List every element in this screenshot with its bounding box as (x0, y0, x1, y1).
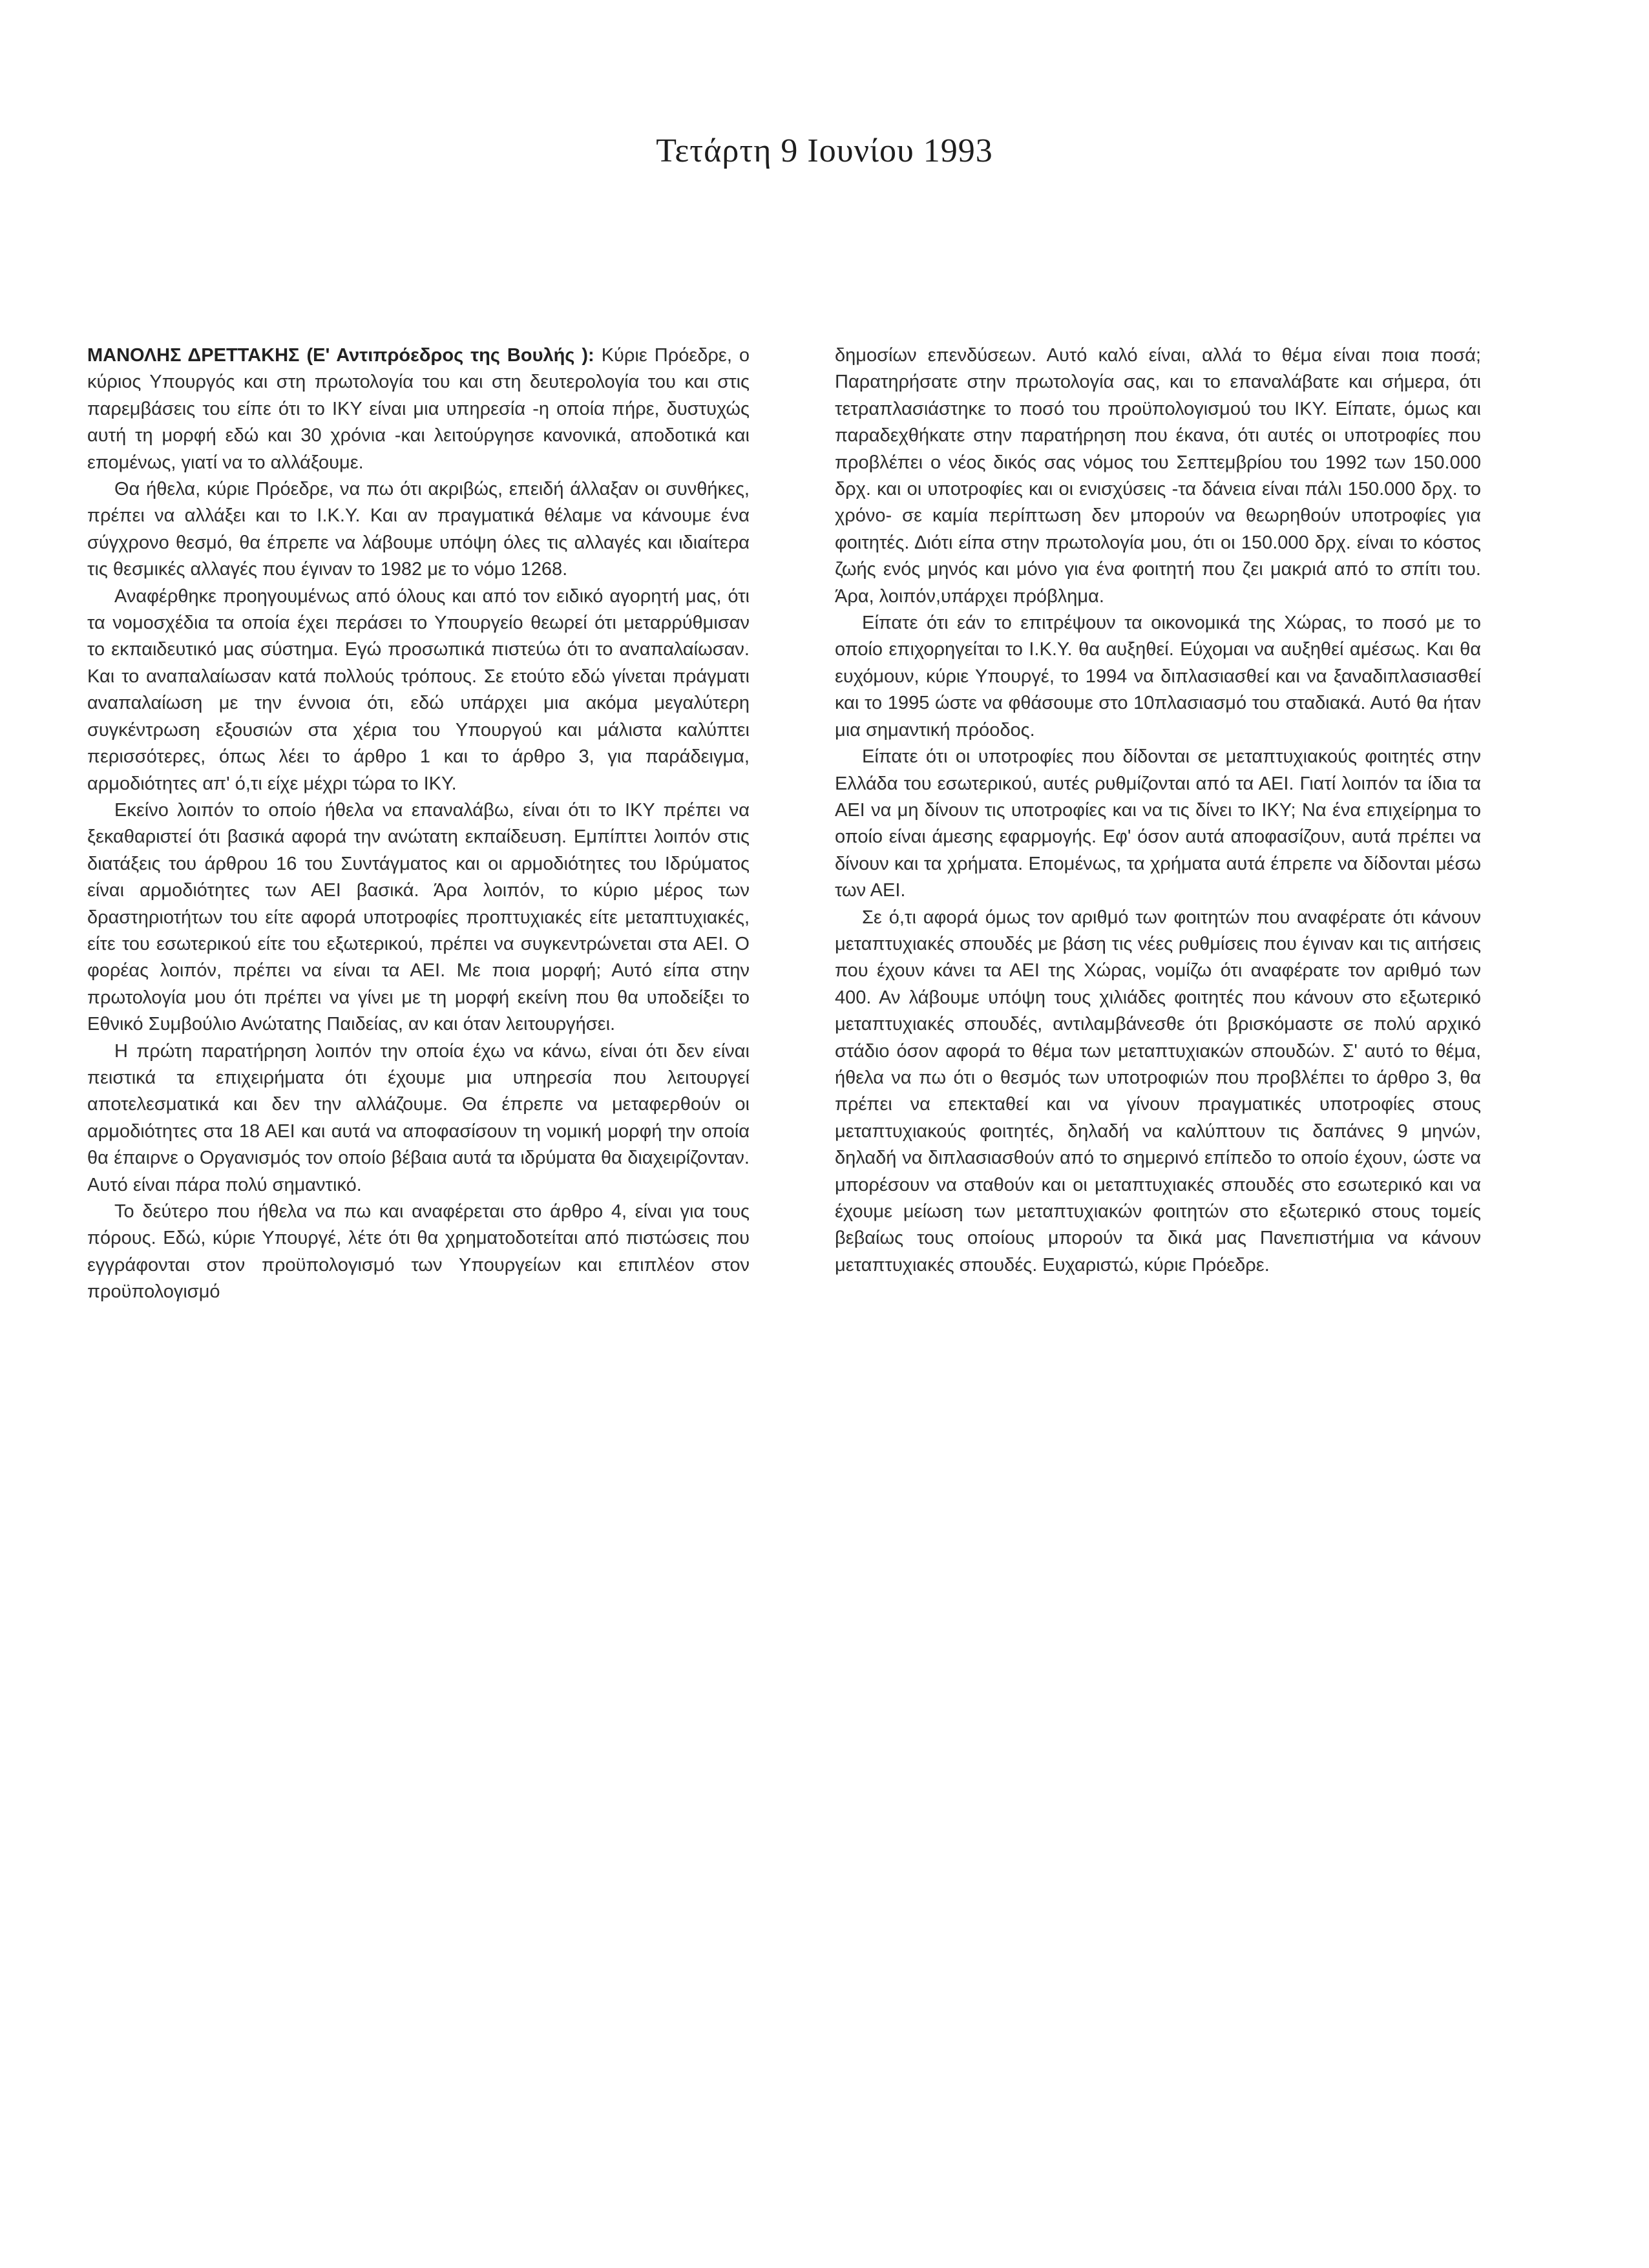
speech-paragraph: Η πρώτη παρατήρηση λοιπόν την οποία έχω να κάνω, είναι ότι δεν είναι πειστικά τα επιχειρήματα ότι έχουμε μια υπηρεσία που λειτουργεί αποτελεσματικά και δεν την αλλάζουμε. Θα έπρεπε να μεταφερθούν οι αρμοδιότητες στα 18 ΑΕΙ και αυτά να αποφασίσουν τη νομική μορφή την οποία θα έπαιρνε ο Οργανισμός τον οποίο βέβαια αυτά τα ιδρύματα θα διαχειρίζονταν. Αυτό είναι πάρα πολύ σημαντικό. (87, 1040, 750, 1195)
speech-paragraph: Είπατε ότι εάν το επιτρέψουν τα οικονομικά της Χώρας, το ποσό με το οποίο επιχορηγείται το Ι.Κ.Υ. θα αυξηθεί. Εύχομαι να αυξηθεί αμέσως. Και θα ευχόμουν, κύριε Υπουργέ, το 1994 να διπλασιασθεί και να ξαναδιπλασιασθεί και το 1995 ώστε να φθάσουμε στο 10πλασιασμό του σταδιακά. Αυτό θα ήταν μια σημαντική πρόοδος. (835, 613, 1481, 740)
paragraph-text: Κύριε Πρόεδρε, ο κύριος Υπουργός και στη πρωτολογία του και στη δευτερολογία του και στις παρεμβάσεις του είπε ότι το ΙΚΥ είναι μια υπηρεσία -η οποία πήρε, δυστυχώς αυτή τη μορφή εδώ και 30 χρόνια -και λειτούργησε κανονικά, αποδοτικά και επομένως, γιατί να το αλλάξουμε. (87, 345, 750, 473)
speech-paragraph: Το δεύτερο που ήθελα να πω και αναφέρεται στο άρθρο 4, είναι για τους πόρους. Εδώ, κύριε Υπουργέ, λέτε ότι θα χρηματοδοτείται από πιστώσεις που εγγράφονται στον προϋπολογισμό των Υπουργείων και επιπλέον στον προϋπολογισμό (87, 1201, 750, 1303)
speech-paragraph: Σε ό,τι αφορά όμως τον αριθμό των φοιτητών που αναφέρατε ότι κάνουν μεταπτυχιακές σπουδές με βάση τις νέες ρυθμίσεις που έγιναν και τις αιτήσεις που έχουν κάνει τα ΑΕΙ της Χώρας, νομίζω ότι αναφέρατε τον αριθμό των 400. Αν λάβουμε υπόψη τους χιλιάδες φοιτητές που κάνουν στο εξωτερικό μεταπτυχιακές σπουδές, αντιλαμβάνεσθε ότι βρισκόμαστε σε πολύ αρχικό στάδιο όσον αφορά το θέμα των μεταπτυχιακών σπουδών. Σ' αυτό το θέμα, ήθελα να πω ότι ο θεσμός των υποτροφιών που προβλέπει το άρθρο 3, θα πρέπει να επεκταθεί και να γίνουν πραγματικές υποτροφίες στους μεταπτυχιακούς φοιτητές, δηλαδή να καλύπτουν τις δαπάνες 9 μηνών, δηλαδή να διπλασιασθούν από το σημερινό επίπεδο το οποίο έχουν, ώστε να μπορέσουν να σταθούν και οι μεταπτυχιακές σπουδές στο εσωτερικό και να έχουμε μείωση των μεταπτυχιακών φοιτητών στο εξωτερικό στους τομείς βεβαίως τους οποίους μπορούν τα δικά μας Πανεπιστήμια να κάνουν μεταπτυχιακές σπουδές. Ευχαριστώ, κύριε Πρόεδρε. (835, 907, 1481, 1276)
speech-paragraph: Εκείνο λοιπόν το οποίο ήθελα να επαναλάβω, είναι ότι το ΙΚΥ πρέπει να ξεκαθαριστεί ότι βασικά αφορά την ανώτατη εκπαίδευση. Εμπίπτει λοιπόν στις διατάξεις του άρθρου 16 του Συντάγματος και οι αρμοδιότητες του Ιδρύματος είναι αρμοδιότητες των ΑΕΙ βασικά. Άρα λοιπόν, το κύριο μέρος των δραστηριοτήτων του είτε αφορά υποτροφίες προπτυχιακές είτε μεταπτυχιακές, είτε του εσωτερικού είτε του εξωτερικού, πρέπει να συγκεντρώνεται στα ΑΕΙ. Ο φορέας λοιπόν, πρέπει να είναι τα ΑΕΙ. Με ποια μορφή; Αυτό είπα στην πρωτολογία μου ότι πρέπει να γίνει με τη μορφή εκείνη που θα υποδείξει το Εθνικό Συμβούλιο Ανώτατης Παιδείας, αν και όταν λειτουργήσει. (87, 799, 750, 1035)
left-column (87, 342, 750, 1306)
right-column (835, 342, 1481, 1279)
page-date-header: Τετάρτη 9 Ιουνίου 1993 (656, 132, 993, 169)
speech-paragraph: Θα ήθελα, κύριε Πρόεδρε, να πω ότι ακριβώς, επειδή άλλαξαν οι συνθήκες, πρέπει να αλλάξει και το Ι.Κ.Υ. Και αν πραγματικά θέλαμε να κάνουμε ένα σύγχρονο θεσμό, θα έπρεπε να λάβουμε υπόψη όλες τις αλλαγές και ιδιαίτερα τις θεσμικές αλλαγές που έγιναν το 1982 με το νόμο 1268. (87, 479, 750, 580)
speech-paragraph (87, 342, 750, 476)
speech-paragraph: δημοσίων επενδύσεων. Αυτό καλό είναι, αλλά το θέμα είναι ποια ποσά; Παρατηρήσατε στην πρωτολογία σας, και το επαναλάβατε και σήμερα, ότι τετραπλασιάστηκε το ποσό του προϋπολογισμού του ΙΚΥ. Είπατε, όμως και παραδεχθήκατε στην παρατήρηση που έκανα, ότι αυτές οι υποτροφίες που προβλέπει ο νέος δικός σας νόμος του Σεπτεμβρίου του 1992 των 150.000 δρχ. και οι υποτροφίες και οι ενισχύσεις -τα δάνεια είναι πάλι 150.000 δρχ. το χρόνο- σε καμία περίπτωση δεν μπορούν να θεωρηθούν υποτροφίες για φοιτητές. Διότι είπα στην πρωτολογία μου, ότι οι 150.000 δρχ. είναι το κόστος ζωής ενός μηνός και μόνο για ένα φοιτητή που ζει μακριά από το σπίτι του. Άρα, λοιπόν,υπάρχει πρόβλημα. (835, 345, 1481, 607)
speech-paragraph: Αναφέρθηκε προηγουμένως από όλους και από τον ειδικό αγορητή μας, ότι τα νομοσχέδια τα οποία έχει περάσει το Υπουργείο θεωρεί ότι μεταρρύθμισαν το εκπαιδευτικό μας σύστημα. Εγώ προσωπικά πιστεύω ότι το αναπαλαίωσαν. Και το αναπαλαίωσαν κατά πολλούς τρόπους. Σε ετούτο εδώ γίνεται πράγματι αναπαλαίωση με την έννοια ότι, εδώ υπάρχει μια ακόμα μεγαλύτερη συγκέντρωση εξουσιών στα χέρια του Υπουργού και μάλιστα καλύπτει περισσότερες, όπως λέει το άρθρο 1 και το άρθρο 3, για παράδειγμα, αρμοδιότητες απ' ό,τι είχε μέχρι τώρα το ΙΚΥ. (87, 585, 750, 794)
speaker-name: ΜΑΝΟΛΗΣ ΔΡΕΤΤΑΚΗΣ (Ε' Αντιπρόεδρος της Βουλής ): (87, 345, 594, 366)
speech-paragraph: Είπατε ότι οι υποτροφίες που δίδονται σε μεταπτυχιακούς φοιτητές στην Ελλάδα του εσωτερικού, αυτές ρυθμίζονται από τα ΑΕΙ. Γιατί λοιπόν τα ίδια τα ΑΕΙ να μη δίνουν τις υποτροφίες και να τις δίνει το ΙΚΥ; Να ένα επιχείρημα το οποίο είναι άμεσης εφαρμογής. Εφ' όσον αυτά αποφασίζουν, αυτά πρέπει να δίνουν και τα χρήματα. Επομένως, τα χρήματα αυτά έπρεπε να δίδονται μέσω των ΑΕΙ. (835, 746, 1481, 901)
